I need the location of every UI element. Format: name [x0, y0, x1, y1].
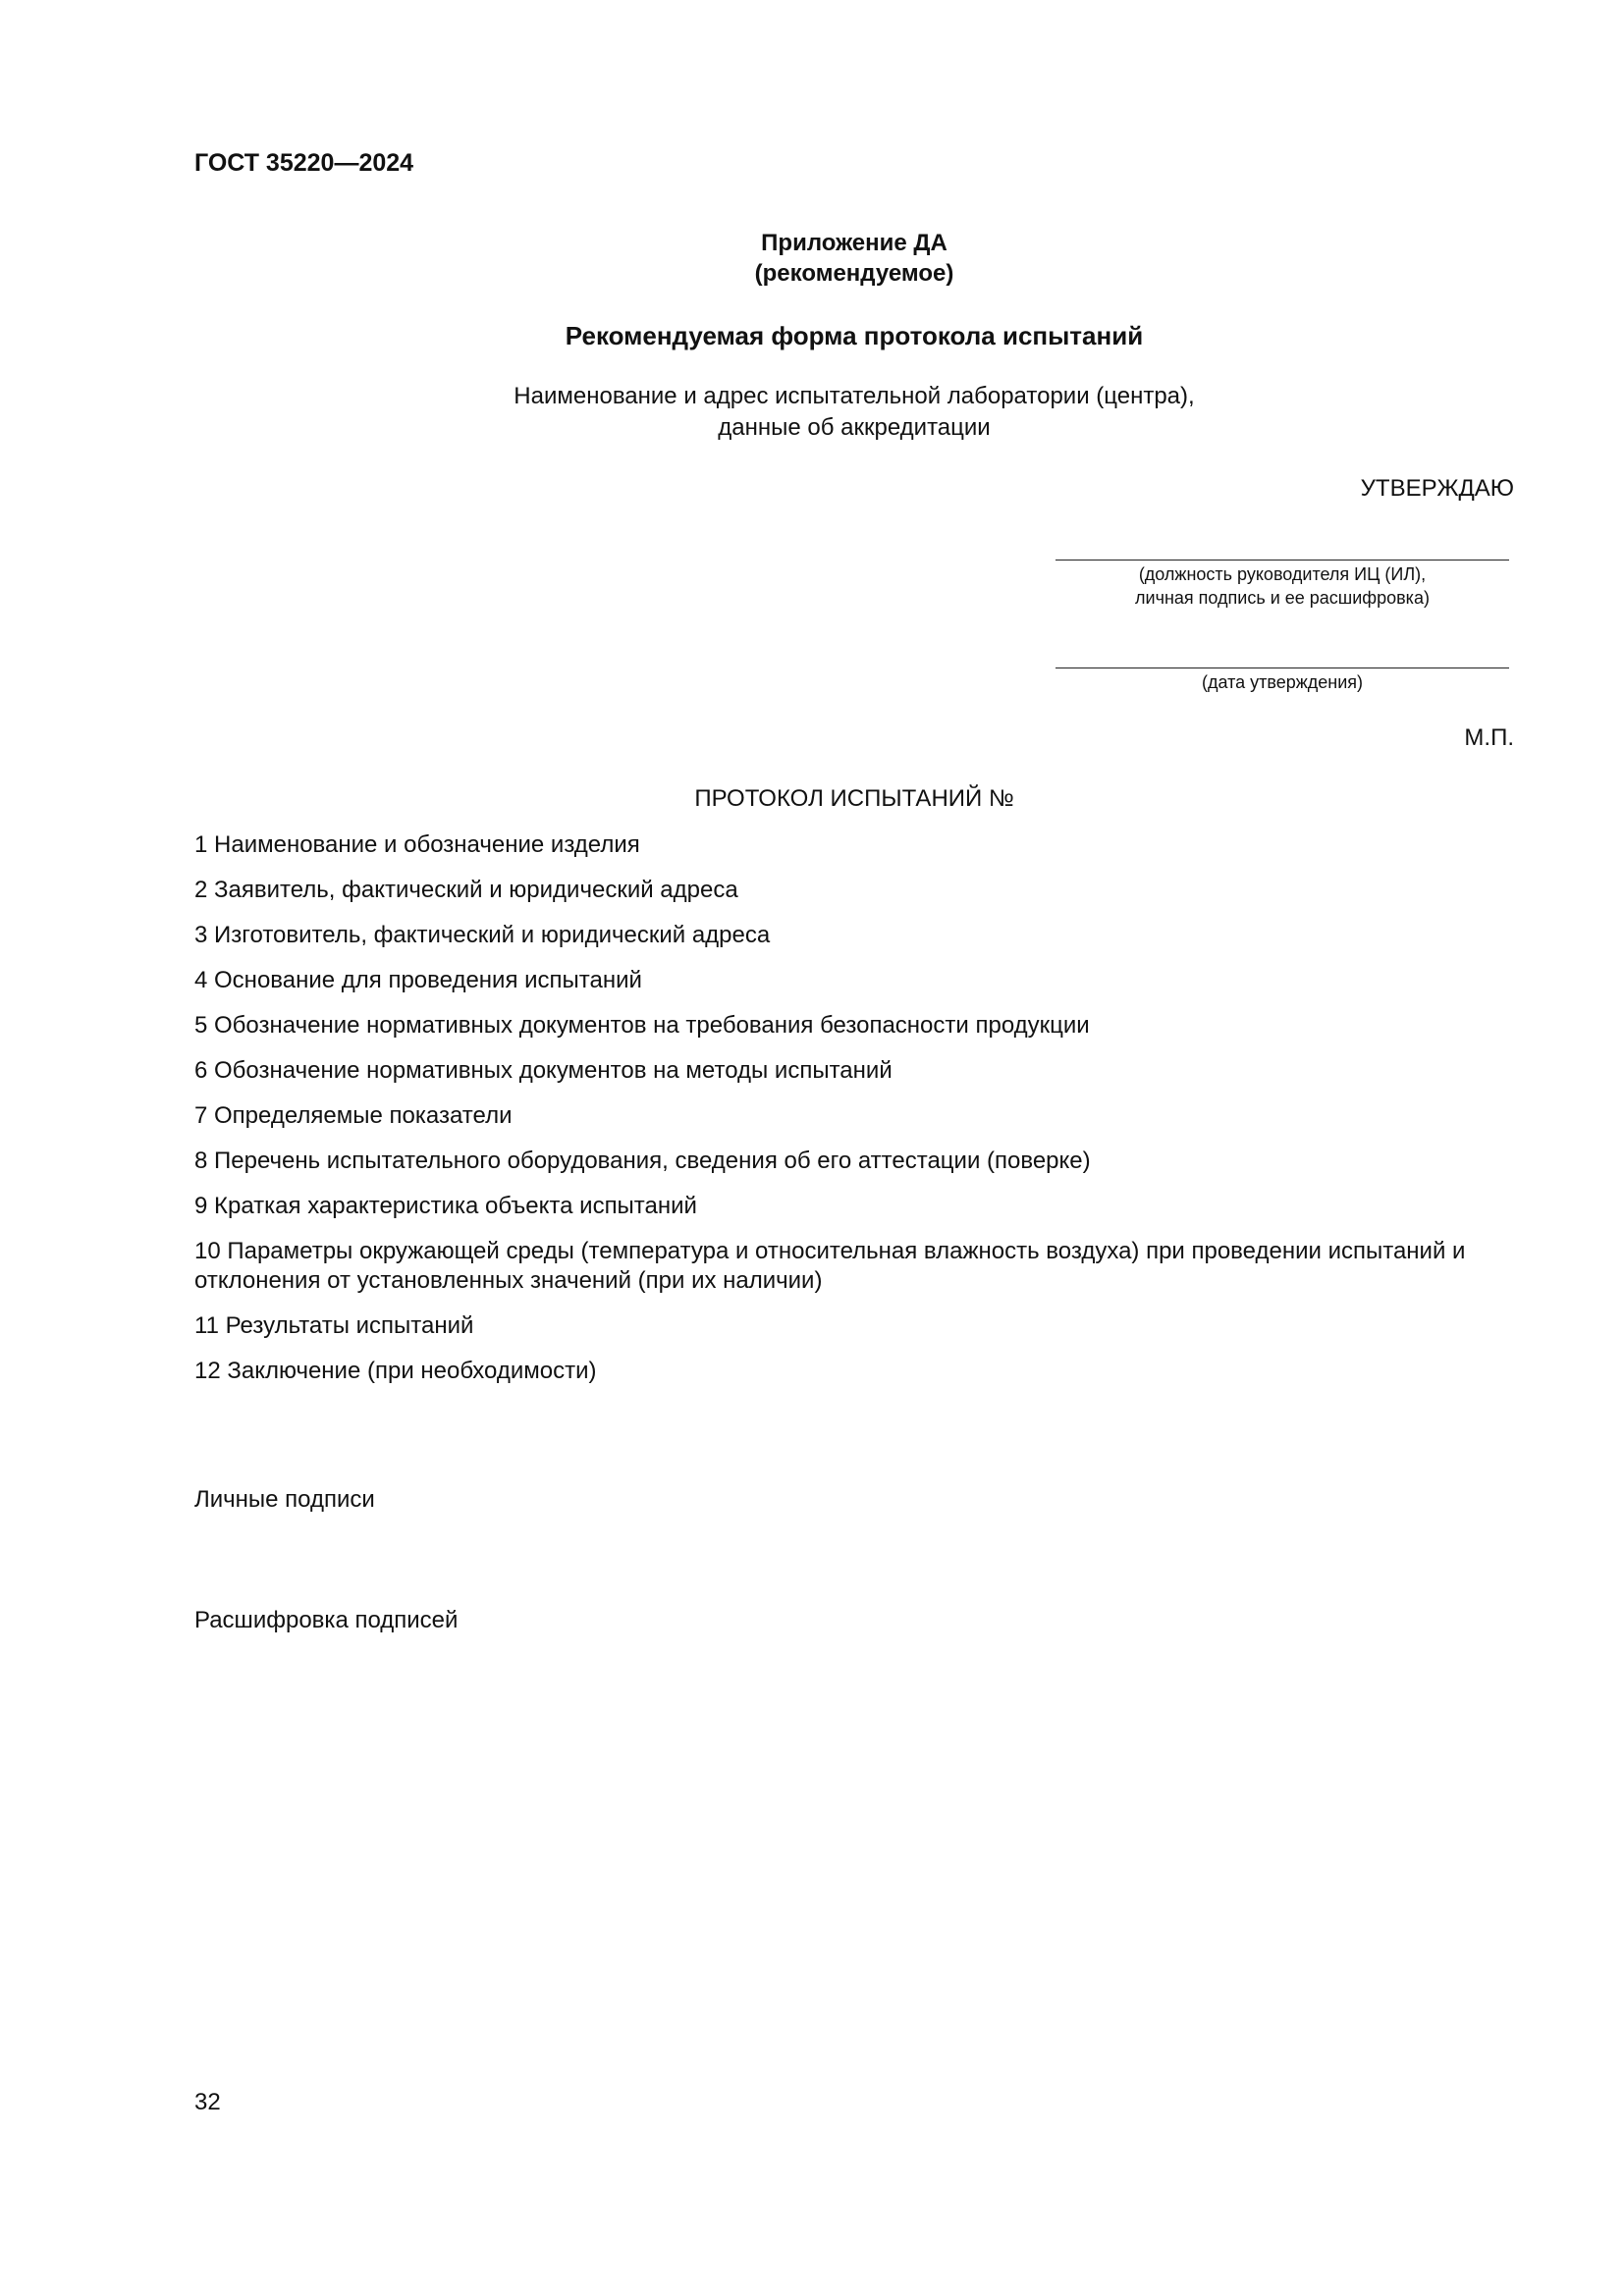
protocol-title: ПРОТОКОЛ ИСПЫТАНИЙ №	[694, 785, 1014, 812]
protocol-items-list	[194, 830, 1520, 1402]
decode-label: Расшифровка подписей	[194, 1607, 459, 1633]
list-item: 10 Параметры окружающей среды (температура и относительная влажность воздуха) при проведении испытаний и отклонения от установленных значений (при их наличии)	[194, 1238, 1466, 1294]
lab-info-line1: Наименование и адрес испытательной лаборатории (центра),	[514, 383, 1195, 409]
annex-label: Приложение ДА	[761, 230, 947, 256]
list-item: 2 Заявитель, фактический и юридический адреса	[194, 877, 738, 903]
lab-info	[0, 381, 1624, 444]
list-item: 7 Определяемые показатели	[194, 1102, 513, 1129]
list-item: 11 Результаты испытаний	[194, 1312, 474, 1339]
form-title: Рекомендуемая форма протокола испытаний	[565, 321, 1144, 350]
signature-caption	[1056, 562, 1509, 610]
list-item: 4 Основание для проведения испытаний	[194, 967, 642, 993]
annex-status: (рекомендуемое)	[754, 260, 954, 287]
signature-line	[1056, 560, 1509, 561]
annex-heading	[0, 228, 1624, 289]
list-item: 8 Перечень испытательного оборудования, сведения об его аттестации (поверке)	[194, 1148, 1091, 1174]
list-item: 12 Заключение (при необходимости)	[194, 1358, 597, 1384]
list-item: 3 Изготовитель, фактический и юридический адреса	[194, 922, 771, 948]
list-item: 1 Наименование и обозначение изделия	[194, 831, 640, 858]
date-line	[1056, 667, 1509, 668]
list-item: 6 Обозначение нормативных документов на методы испытаний	[194, 1057, 893, 1084]
lab-info-line2: данные об аккредитации	[718, 414, 991, 441]
list-item: 5 Обозначение нормативных документов на требования безопасности продукции	[194, 1012, 1090, 1039]
date-caption: (дата утверждения)	[1201, 672, 1364, 692]
stamp-label: М.П.	[1464, 724, 1514, 751]
signature-caption-line2: личная подпись и ее расшифровка)	[1135, 588, 1430, 608]
signature-caption-line1: (должность руководителя ИЦ (ИЛ),	[1138, 564, 1427, 584]
page-number: 32	[194, 2089, 221, 2115]
signatures-label: Личные подписи	[194, 1486, 375, 1513]
document-code: ГОСТ 35220—2024	[194, 149, 414, 177]
list-item: 9 Краткая характеристика объекта испытаний	[194, 1193, 697, 1219]
approve-label: УТВЕРЖДАЮ	[1360, 475, 1514, 502]
